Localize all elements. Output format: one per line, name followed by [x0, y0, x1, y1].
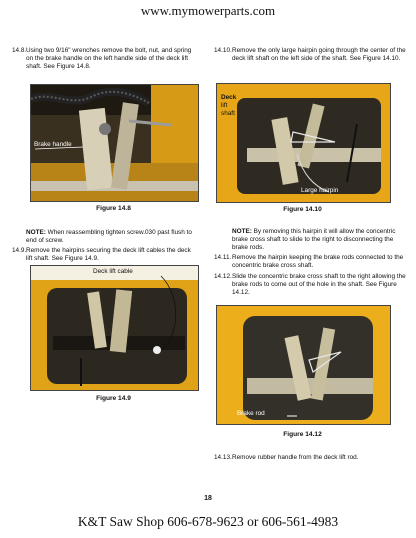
page-number: 18 [204, 495, 212, 502]
step-14-8 [12, 47, 197, 73]
step-text: Remove rubber handle from the deck lift rod. [232, 454, 359, 461]
figure-14-10-caption: Figure 14.10 [283, 206, 322, 213]
deck-lift-cable-illustration [31, 266, 198, 390]
lift-label: lift [221, 102, 228, 109]
brake-rod-label: Brake rod [237, 410, 265, 417]
figure-14-12-caption: Figure 14.12 [283, 431, 322, 438]
note-left [26, 229, 198, 245]
step-14-12 [214, 273, 406, 299]
note-text: By removing this hairpin it will allow the concentric brake cross shaft to slide to the right to disconnecting the brake rods. [232, 228, 396, 252]
note-text: When reassembling tighten screw.030 past flush to end of screw. [26, 229, 192, 245]
step-number: 14.13. [214, 454, 232, 461]
figure-14-10-photo [216, 83, 391, 203]
step-14-11 [214, 254, 406, 272]
figure-14-8-caption: Figure 14.8 [96, 205, 131, 212]
step-number: 14.9. [12, 247, 27, 254]
step-number: 14.11. [214, 254, 232, 261]
brake-rod-illustration [217, 306, 390, 424]
step-text: Remove the hairpin keeping the brake rods connected to the concentric brake cross shaft. [232, 254, 404, 270]
step-14-13 [214, 454, 406, 464]
step-number: 14.10. [214, 47, 232, 54]
site-header: www.mymowerparts.com [140, 3, 276, 18]
shop-footer: K&T Saw Shop 606-678-9623 or 606-561-4983 [77, 514, 339, 529]
shaft-label: shaft [221, 110, 235, 117]
deck-lift-cable-label: Deck lift cable [93, 268, 133, 275]
note-label: NOTE: [232, 228, 252, 235]
figure-14-8-photo [30, 84, 199, 202]
brake-handle-label: Brake handle [34, 141, 72, 148]
step-number: 14.12. [214, 273, 232, 280]
step-text: Using two 9/16" wrenches remove the bolt, nut, and spring on the brake handle on the left handle side of the deck lift shaft. See Figure 14.8. [26, 47, 192, 71]
step-number: 14.8. [12, 47, 27, 54]
note-label: NOTE: [26, 229, 46, 236]
large-hairpin-illustration [217, 84, 390, 202]
note-right [232, 228, 408, 253]
figure-14-9-caption: Figure 14.9 [96, 395, 131, 402]
step-text: Remove the only large hairpin going through the center of the deck lift shaft on the left side of the shaft. See Figure 14.10. [232, 47, 406, 63]
step-text: Remove the hairpins securing the deck lift cables the deck lift shaft. See Figure 14.9. [26, 247, 191, 263]
large-hairpin-label: Large hairpin [301, 187, 339, 194]
step-14-10 [214, 47, 406, 73]
deck-label: Deck [221, 94, 237, 101]
step-14-9 [12, 247, 197, 265]
figure-14-9-photo [30, 265, 199, 391]
step-text: Slide the concentric brake cross shaft to the right allowing the brake rods to come out of the hole in the shaft. See Figure 14.12. [232, 273, 406, 297]
figure-14-12-photo [216, 305, 391, 425]
